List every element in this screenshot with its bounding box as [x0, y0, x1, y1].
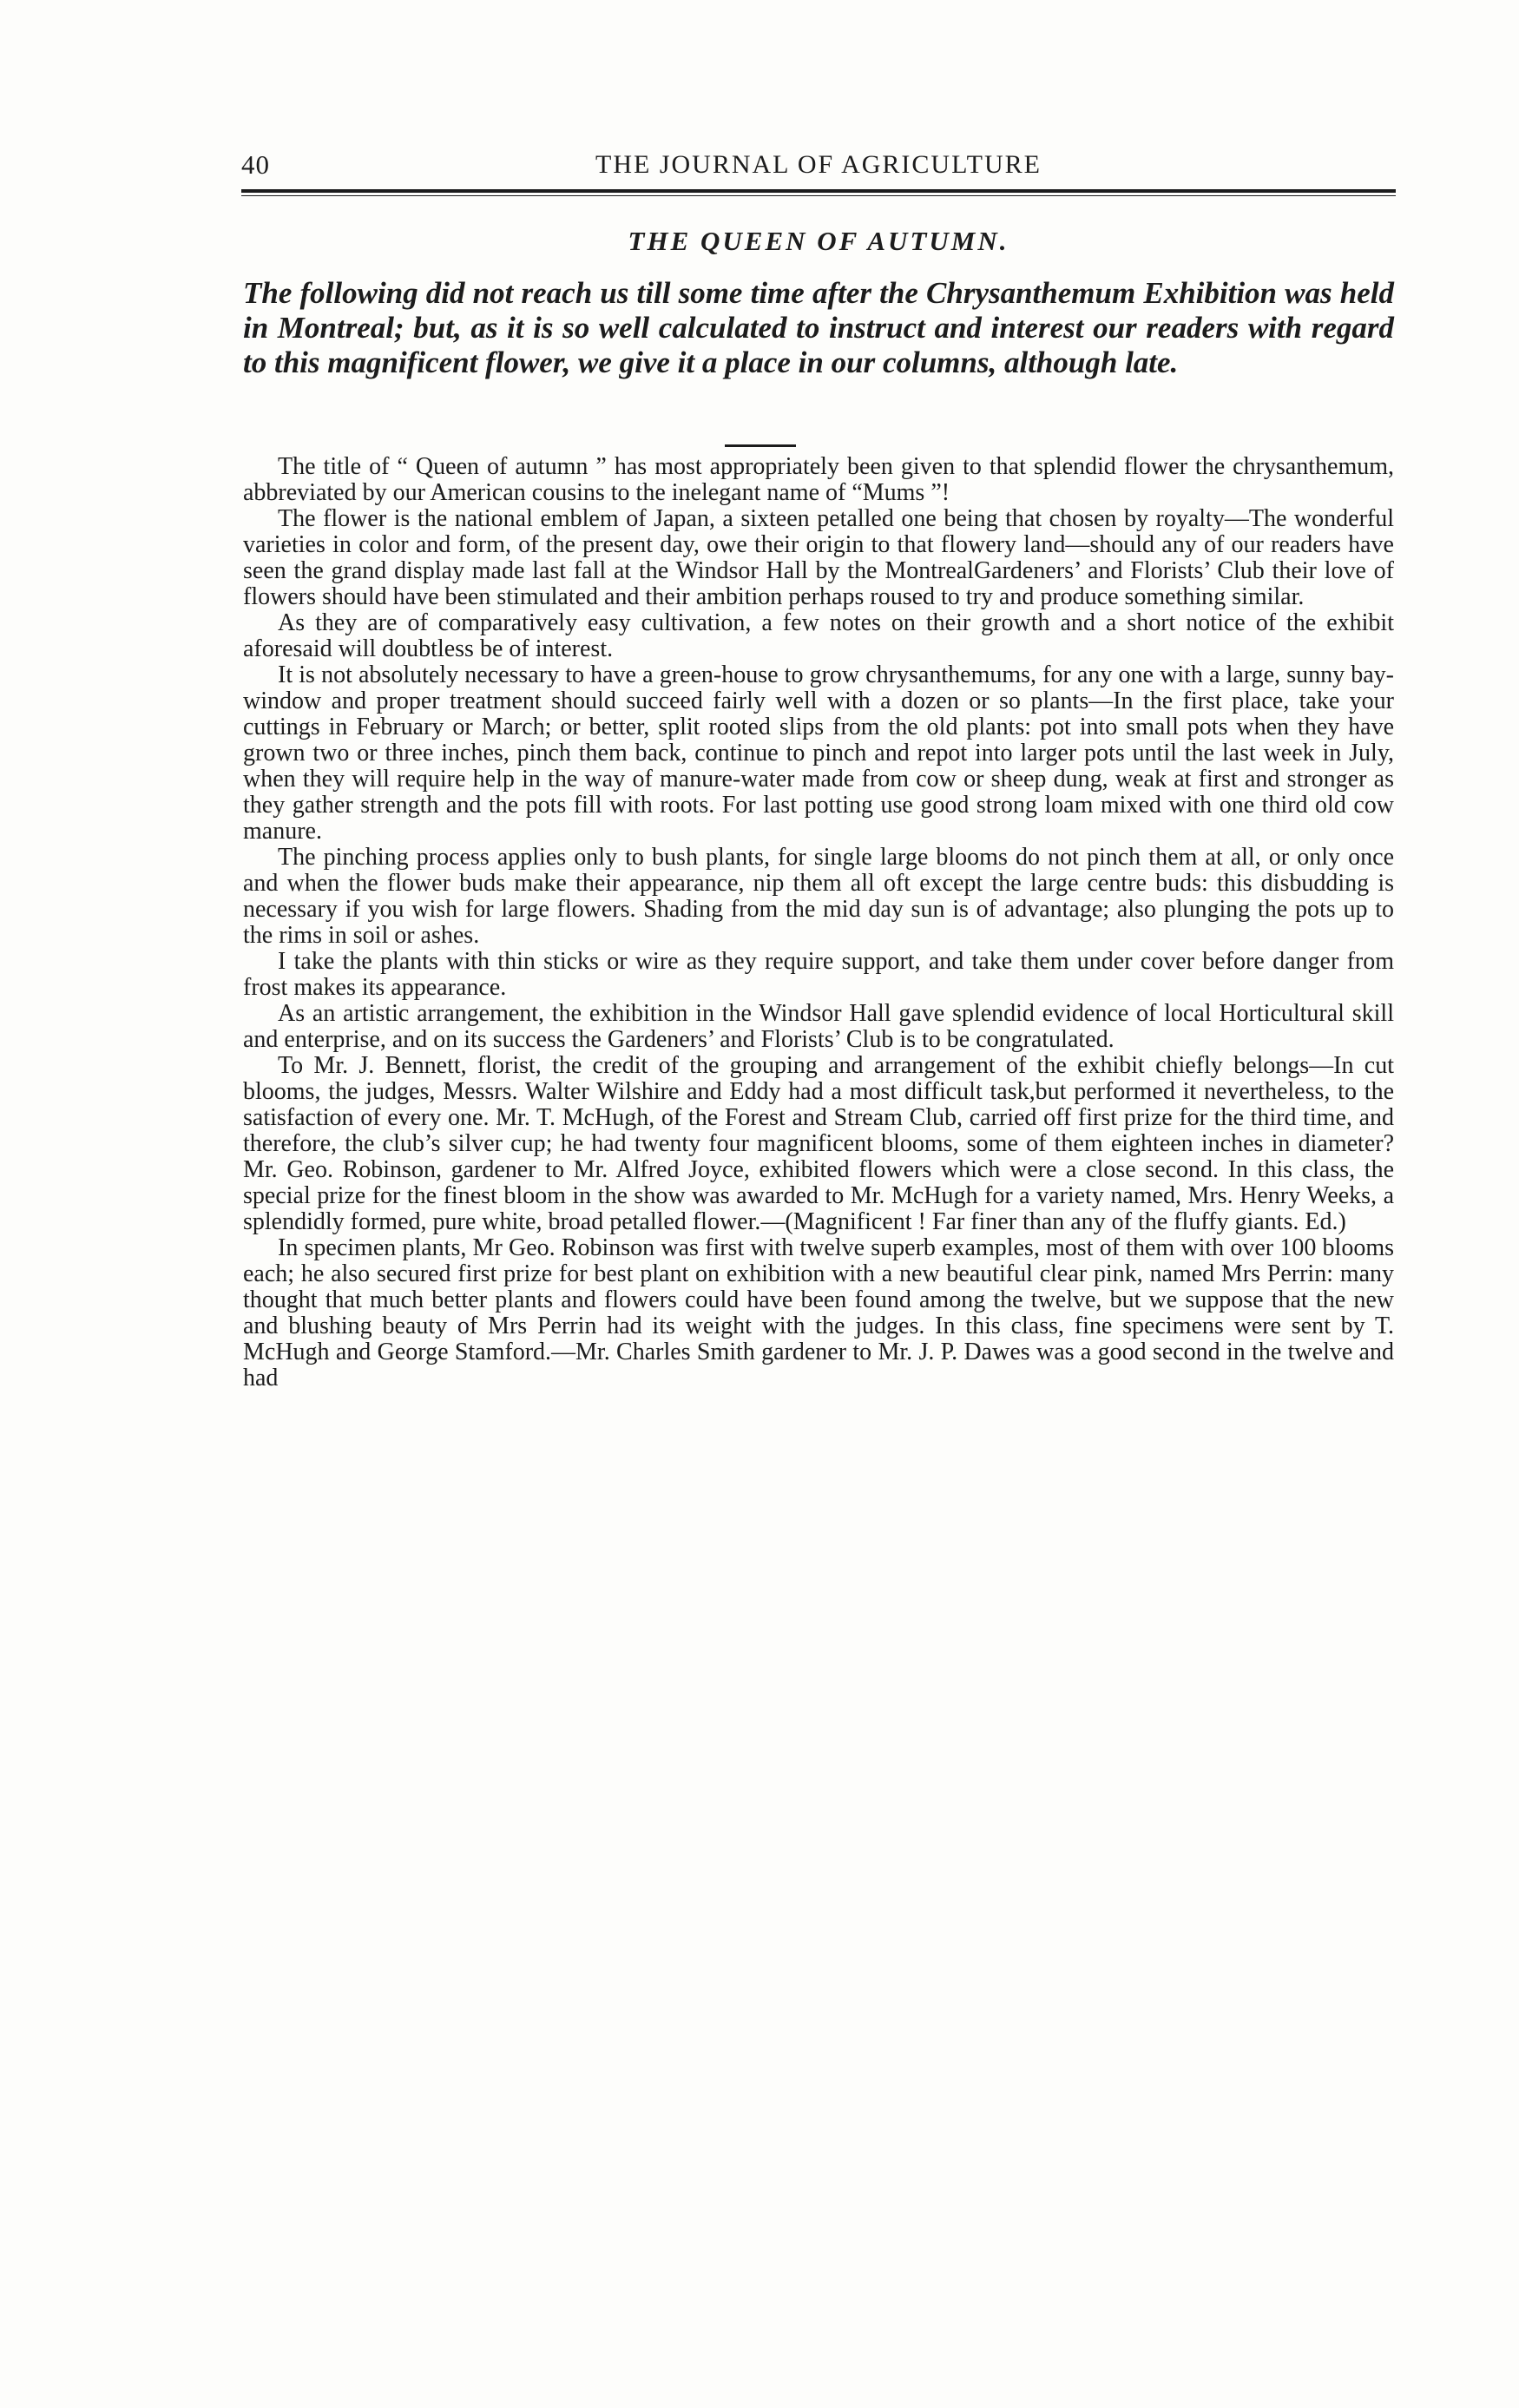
paragraph: In specimen plants, Mr Geo. Robinson was first with twelve superb examples, most of them with over 100 blooms each; he also secured first prize for best plant on exhibition with a new beautiful clear pink, named Mrs Perrin: many thought that much better plants and flowers could have been found among the twelve, but we suppose that the new and blushing beauty of Mrs Perrin had its weight with the judges. In this class, fine specimens were sent by T. McHugh and George Stamford.—Mr. Charles Smith gardener to Mr. J. P. Dawes was a good second in the twelve and had	[243, 1234, 1394, 1392]
paragraph: I take the plants with thin sticks or wire as they require support, and take them under cover before danger from frost makes its appearance.	[243, 948, 1394, 1001]
header-rule-thick	[241, 189, 1396, 193]
page-header	[241, 148, 1396, 186]
paragraph: To Mr. J. Bennett, florist, the credit of the grouping and arrangement of the exhibit chiefly belongs—In cut blooms, the judges, Messrs. Walter Wilshire and Eddy had a most difficult task,but performed it nevertheless, to the satisfaction of every one. Mr. T. McHugh, of the Forest and Stream Club, carried off first prize for the third time, and therefore, the club’s silver cup; he had twenty four magnificent blooms, some of them eighteen inches in diameter? Mr. Geo. Robinson, gardener to Mr. Alfred Joyce, exhibited flowers which were a close second. In this class, the special prize for the finest bloom in the show was awarded to Mr. McHugh for a variety named, Mrs. Henry Weeks, a splendidly formed, pure white, broad petalled flower.—(Magnificent ! Far finer than any of the fluffy giants. Ed.)	[243, 1052, 1394, 1235]
paragraph: It is not absolutely necessary to have a green-house to grow chrysanthemums, for any one with a large, sunny bay-window and proper treatment should succeed fairly well with a dozen or so plants—In the first place, take your cuttings in February or March; or better, split rooted slips from the old plants: pot into small pots when they have grown two or three inches, pinch them back, continue to pinch and repot into larger pots until the last week in July, when they will require help in the way of manure-water made from cow or sheep dung, weak at first and stronger as they gather strength and the pots fill with roots. For last potting use good strong loam mixed with one third old cow manure.	[243, 661, 1394, 845]
paragraph: The pinching process applies only to bush plants, for single large blooms do not pinch them at all, or only once and when the flower buds make their appearance, nip them all oft except the large centre buds: this disbudding is necessary if you wish for large flowers. Shading from the mid day sun is of advantage; also plunging the pots up to the rims in soil or ashes.	[243, 844, 1394, 949]
article-body	[243, 454, 1394, 1392]
article-title: THE QUEEN OF AUTUMN.	[628, 226, 1009, 256]
paragraph: The flower is the national emblem of Japan, a sixteen petalled one being that chosen by royalty—The wonderful varieties in color and form, of the present day, owe their origin to that flowery land—should any of our readers have seen the grand display made last fall at the Windsor Hall by the MontrealGardeners’ and Florists’ Club their love of flowers should have been stimulated and their ambition perhaps roused to try and produce something similar.	[243, 505, 1394, 610]
paragraph: As an artistic arrangement, the exhibition in the Windsor Hall gave splendid evidence of local Horticultural skill and enterprise, and on its success the Gardeners’ and Florists’ Club is to be congratulated.	[243, 1000, 1394, 1053]
editor-note: The following did not reach us till some time after the Chrysanthemum Exhibition was held in Montreal; but, as it is so well calculated to instruct and interest our readers with regard to this magnificent flower, we give it a place in our columns, although late.	[243, 276, 1394, 379]
page-number: 40	[241, 149, 270, 180]
header-rule-thin	[241, 195, 1396, 196]
paragraph: The title of “ Queen of autumn ” has most appropriately been given to that splendid flower the chrysanthemum, abbreviated by our American cousins to the inelegant name of “Mums ”!	[243, 453, 1394, 506]
paragraph: As they are of comparatively easy cultivation, a few notes on their growth and a short notice of the exhibit aforesaid will doubtless be of interest.	[243, 609, 1394, 662]
section-divider	[725, 444, 796, 447]
running-head: THE JOURNAL OF AGRICULTURE	[595, 150, 1042, 179]
